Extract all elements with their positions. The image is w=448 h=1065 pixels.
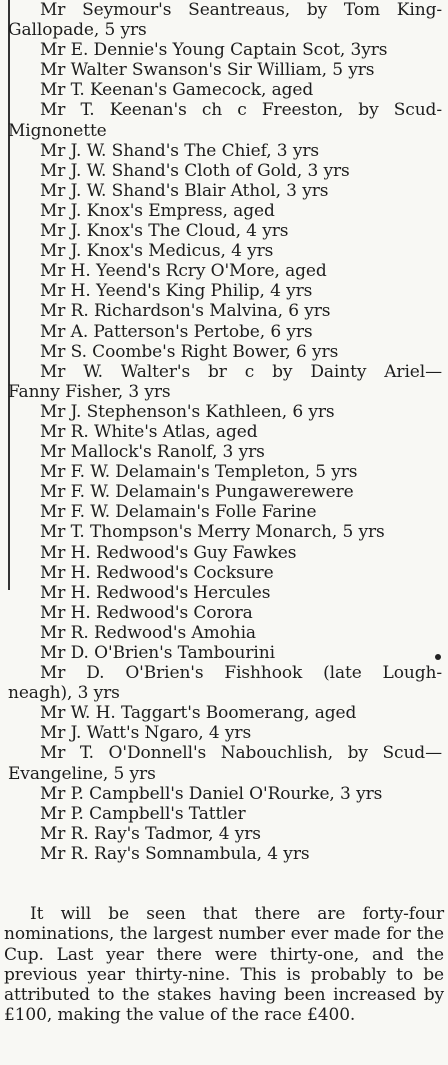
nomination-entry [0, 362, 448, 402]
nomination-entry [0, 703, 448, 723]
entry-line: Mr Seymour's Seantreaus, by Tom King- [40, 0, 442, 20]
nomination-entry [0, 261, 448, 281]
entry-line: Mr H. Redwood's Cocksure [40, 562, 274, 583]
entry-continuation: Evangeline, 5 yrs [8, 763, 156, 784]
entry-line: Mr J. W. Shand's The Chief, 3 yrs [40, 140, 319, 161]
nomination-entry [0, 643, 448, 663]
nomination-entry [0, 322, 448, 342]
entry-continuation: Mignonette [8, 120, 107, 141]
entry-line: Mr R. Richardson's Malvina, 6 yrs [40, 301, 331, 322]
entry-line: Mr W. Walter's br c by Dainty Ariel— [40, 361, 442, 382]
nomination-entry [0, 301, 448, 321]
entry-line: Mr H. Yeend's King Philip, 4 yrs [40, 281, 313, 302]
commentary-paragraph [0, 904, 444, 1026]
nomination-entry [0, 241, 448, 261]
entry-line: Mr W. H. Taggart's Boomerang, aged [40, 703, 357, 724]
entry-line: Mr R. White's Atlas, aged [40, 421, 258, 442]
nomination-entry [0, 663, 448, 703]
entry-line: Mr T. Thompson's Merry Monarch, 5 yrs [40, 522, 385, 543]
nomination-entry [0, 784, 448, 804]
nomination-entry [0, 141, 448, 161]
nomination-entry [0, 563, 448, 583]
nomination-entry [0, 0, 448, 40]
entry-line: Mr J. W. Shand's Cloth of Gold, 3 yrs [40, 160, 350, 181]
entry-line: Mr D. O'Brien's Tambourini [40, 643, 275, 663]
nomination-entry [0, 342, 448, 362]
entry-line: Mr H. Redwood's Hercules [40, 582, 271, 603]
entry-line: Mr J. W. Shand's Blair Athol, 3 yrs [40, 180, 329, 201]
entry-line: Mr F. W. Delamain's Pungawerewere [40, 482, 354, 503]
entry-line: Mr T. Keenan's ch c Freeston, by Scud- [40, 100, 442, 121]
nomination-entry [0, 201, 448, 221]
nomination-entry [0, 723, 448, 743]
nomination-entry [0, 743, 448, 783]
nomination-entry [0, 462, 448, 482]
nomination-entry [0, 422, 448, 442]
entry-line: Mr R. Redwood's Amohia [40, 622, 256, 643]
entry-line: Mr R. Ray's Somnambula, 4 yrs [40, 843, 310, 864]
paragraph-text: It will be seen that there are forty-four nominations, the largest number ever made for the Cup. Last year there were thirty-one, and the previous year thirty-nine. This is probably to be attributed to the stakes having been increased by £100, making the value of the race £400. [4, 904, 444, 1026]
nomination-entry [0, 583, 448, 603]
nomination-entry [0, 221, 448, 241]
entry-line: Mr J. Knox's Medicus, 4 yrs [40, 241, 274, 262]
entry-line: Mr Mallock's Ranolf, 3 yrs [40, 442, 265, 463]
entry-line: Mr J. Knox's The Cloud, 4 yrs [40, 221, 289, 242]
nomination-entry [0, 623, 448, 643]
nomination-entry [0, 60, 448, 80]
entry-line: Mr Walter Swanson's Sir William, 5 yrs [40, 60, 375, 81]
nomination-entry [0, 281, 448, 301]
nomination-entry [0, 603, 448, 623]
entry-line: Mr J. Knox's Empress, aged [40, 200, 275, 221]
entry-line: Mr S. Coombe's Right Bower, 6 yrs [40, 341, 339, 362]
entry-continuation: neagh), 3 yrs [8, 683, 120, 704]
entry-line: Mr H. Redwood's Guy Fawkes [40, 542, 297, 563]
nomination-entry [0, 181, 448, 201]
nomination-entry [0, 482, 448, 502]
entry-line: Mr A. Patterson's Pertobe, 6 yrs [40, 321, 313, 342]
entry-line: Mr R. Ray's Tadmor, 4 yrs [40, 823, 261, 844]
nomination-entry [0, 824, 448, 844]
entry-line: Mr H. Redwood's Corora [40, 602, 253, 623]
nomination-entry [0, 100, 448, 140]
entry-line: Mr H. Yeend's Rcry O'More, aged [40, 261, 327, 282]
nomination-entry [0, 502, 448, 522]
entry-line: Mr E. Dennie's Young Captain Scot, 3yrs [40, 40, 388, 61]
nomination-entry [0, 522, 448, 542]
nomination-entry [0, 40, 448, 60]
nomination-entry [0, 442, 448, 462]
entry-continuation: Gallopade, 5 yrs [8, 20, 147, 41]
nomination-entry [0, 543, 448, 563]
entry-line: Mr F. W. Delamain's Templeton, 5 yrs [40, 462, 358, 483]
entry-line: Mr D. O'Brien's Fishhook (late Lough- [40, 663, 442, 684]
nomination-entry [0, 844, 448, 864]
nomination-entry [0, 161, 448, 181]
entry-line: Mr J. Stephenson's Kathleen, 6 yrs [40, 401, 335, 422]
nomination-entry [0, 402, 448, 422]
entry-line: Mr P. Campbell's Tattler [40, 803, 246, 824]
entry-line: Mr F. W. Delamain's Folle Farine [40, 502, 317, 523]
entry-line: Mr P. Campbell's Daniel O'Rourke, 3 yrs [40, 783, 383, 804]
entry-line: Mr T. O'Donnell's Nabouchlish, by Scud— [40, 743, 442, 764]
nomination-entry [0, 804, 448, 824]
ink-speck [435, 654, 441, 660]
entry-line: Mr T. Keenan's Gamecock, aged [40, 80, 314, 101]
entry-continuation: Fanny Fisher, 3 yrs [8, 381, 171, 402]
entry-line: Mr J. Watt's Ngaro, 4 yrs [40, 723, 252, 744]
nomination-entry [0, 80, 448, 100]
